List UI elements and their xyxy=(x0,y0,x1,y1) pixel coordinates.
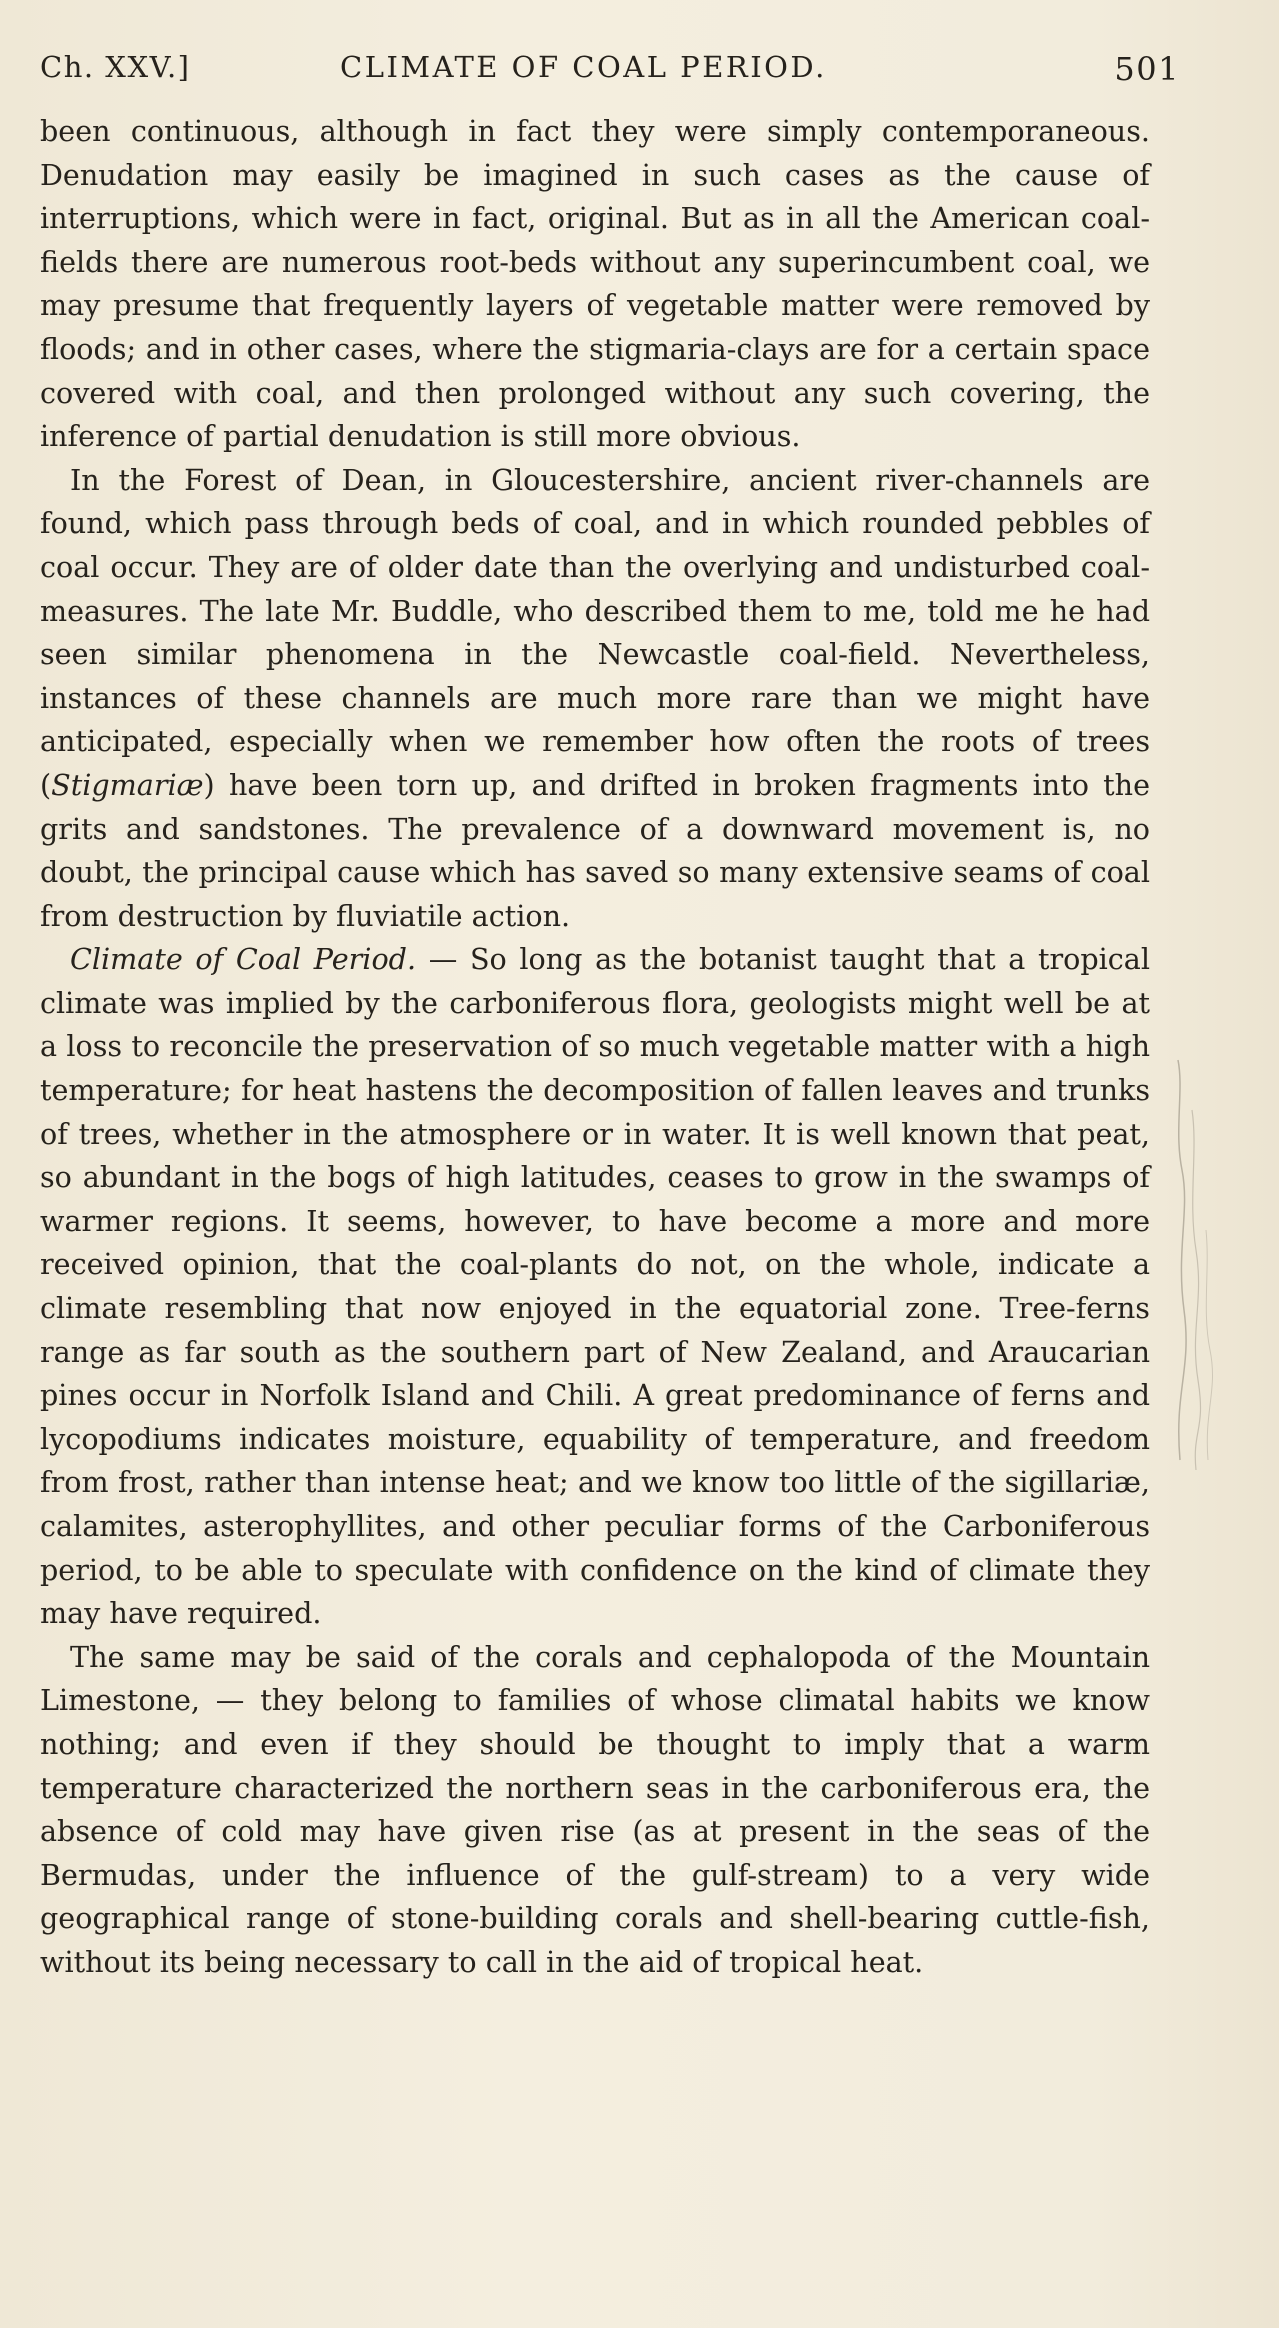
paragraph-text: In the Forest of Dean, in Gloucestershire, ancient river-channels are found, which pass through beds of coal, and in which rounded pebbles of coal occur. They are of older date than the overlying and undisturbed coal-measures. The late Mr. Buddle, who described them to me, told me he had seen similar phenomena in the Newcastle coal-field. Nevertheless, instances of these channels are much more rare than we might have anticipated, especially when we remember how often the roots of trees ( xyxy=(40,462,1150,802)
curl-line xyxy=(1178,1060,1186,1460)
paragraph-text: The same may be said of the corals and cephalopoda of the Mountain Limestone, — they belong to families of whose climatal habits we know nothing; and even if they should be thought to imply that a warm temperature characterized the northern seas in the carboniferous era, the absence of cold may have given rise (as at present in the seas of the Bermudas, under the influence of the gulf-stream) to a very wide geographical range of stone-building corals and shell-bearing cuttle-fish, without its being necessary to call in the aid of tropical heat. xyxy=(40,1639,1150,1979)
page-curl-shadow xyxy=(1170,1050,1230,1470)
body-text xyxy=(40,110,1150,1985)
page-title: CLIMATE OF COAL PERIOD. xyxy=(340,50,827,84)
chapter-reference: Ch. XXV.] xyxy=(40,50,191,84)
italic-term: Stigmariæ xyxy=(51,767,204,802)
paragraph-climate xyxy=(40,938,1150,1636)
curl-line xyxy=(1192,1110,1201,1470)
page-number: 501 xyxy=(1114,50,1180,88)
paragraph-continuation xyxy=(40,110,1150,459)
curl-line xyxy=(1206,1230,1213,1460)
heading-dash: — xyxy=(416,942,470,977)
section-heading: Climate of Coal Period. xyxy=(70,942,417,977)
running-header xyxy=(40,50,1180,94)
paragraph-text: ) have been torn up, and drifted in broken fragments into the grits and sandstones. The prevalence of a downward movement is, no doubt, the principal cause which has saved so many extensive seams of coal from destruction by fluviatile action. xyxy=(40,767,1150,933)
paragraph-text: So long as the botanist taught that a tropical climate was implied by the carboniferous flora, geologists might well be at a loss to reconcile the preservation of so much vegetable matter with a high temperature; for heat hastens the decomposition of fallen leaves and trunks of trees, whether in the atmosphere or in water. It is well known that peat, so abundant in the bogs of high latitudes, ceases to grow in the swamps of warmer regions. It seems, however, to have become a more and more received opinion, that the coal-plants do not, on the whole, indicate a climate resembling that now enjoyed in the equatorial zone. Tree-ferns range as far south as the southern part of New Zealand, and Araucarian pines occur in Norfolk Island and Chili. A great predominance of ferns and lycopodiums indicates moisture, equability of temperature, and freedom from frost, rather than intense heat; and we know too little of the sigillariæ, calamites, asterophyllites, and other peculiar forms of the Carboniferous period, to be able to speculate with confidence on the kind of climate they may have required. xyxy=(40,942,1150,1631)
paragraph-text: been continuous, although in fact they were simply contemporaneous. Denudation may easily be imagined in such cases as the cause of interruptions, which were in fact, original. But as in all the American coal-fields there are numerous root-beds without any superincumbent coal, we may presume that frequently layers of vegetable matter were removed by floods; and in other cases, where the stigmaria-clays are for a certain space covered with coal, and then prolonged without any such covering, the inference of partial denudation is still more obvious. xyxy=(40,114,1150,454)
paragraph-corals xyxy=(40,1636,1150,1985)
paragraph-forest-of-dean xyxy=(40,459,1150,939)
